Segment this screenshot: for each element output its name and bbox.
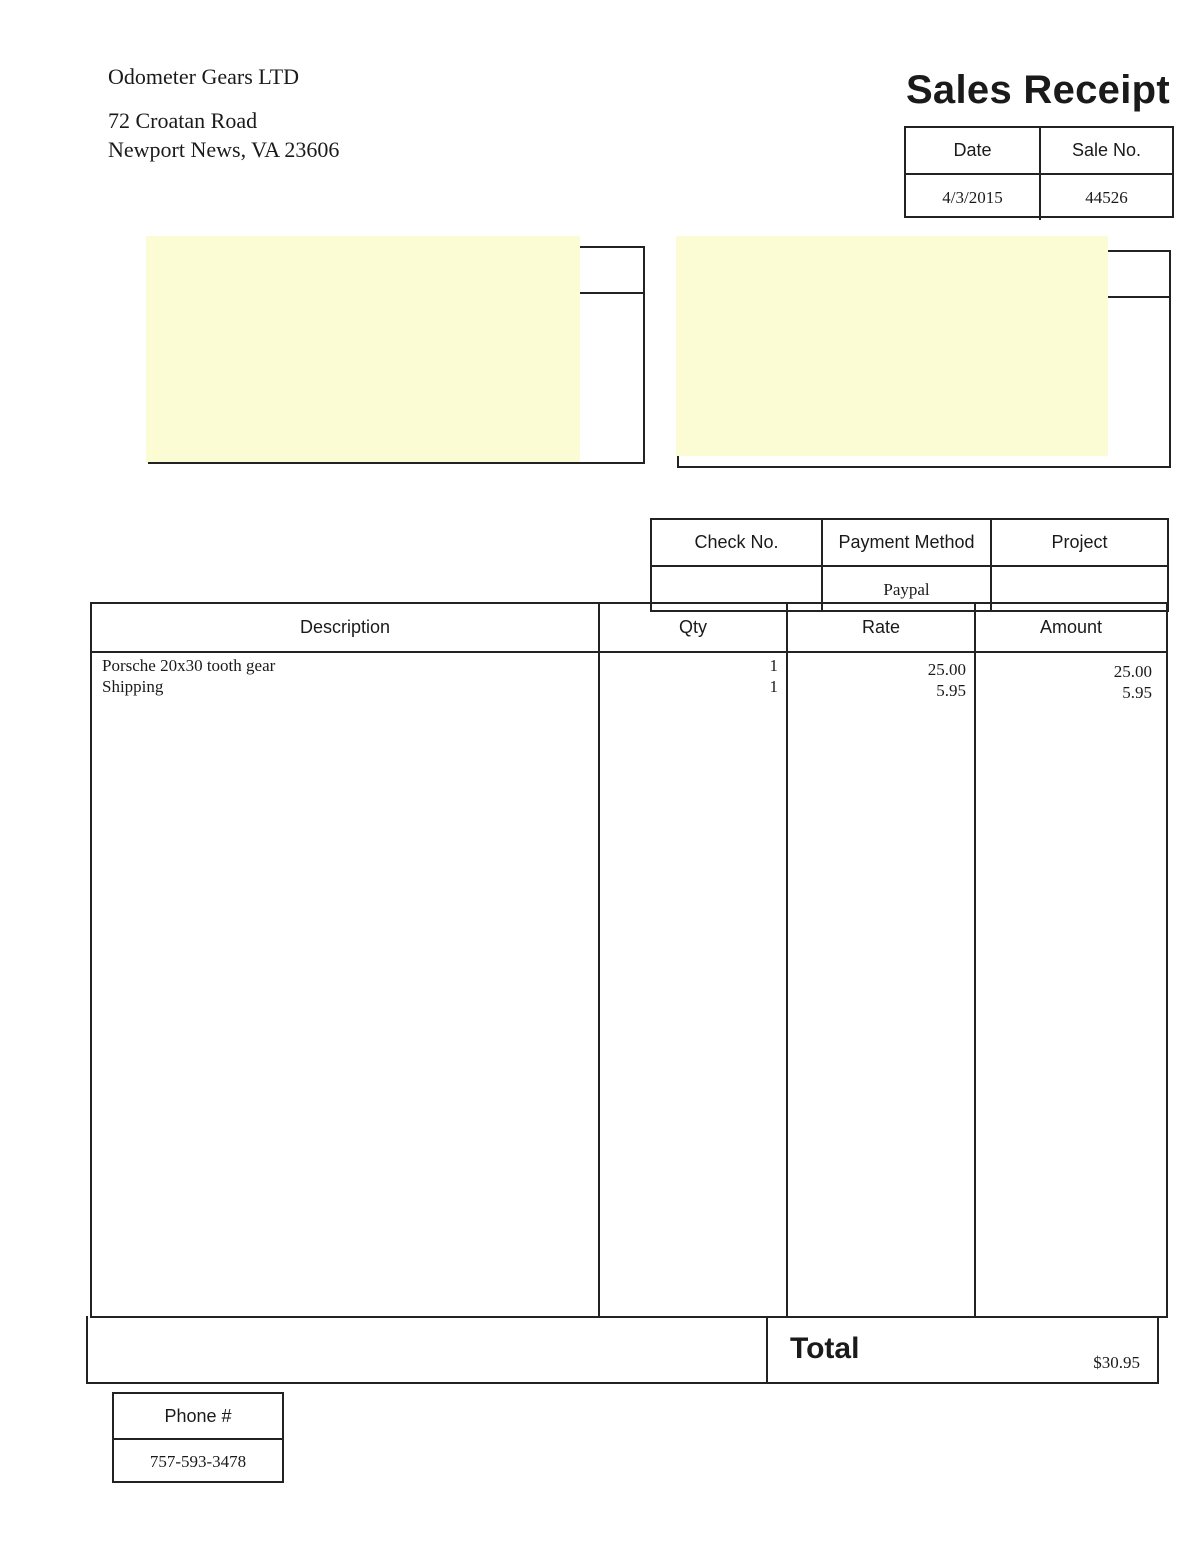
company-address-line1: 72 Croatan Road — [108, 108, 258, 133]
amount-header: Amount — [974, 604, 1166, 651]
qty-column — [598, 651, 786, 1316]
date-value: 4/3/2015 — [942, 187, 1003, 207]
description-column — [92, 651, 598, 1316]
sale-no-header: Sale No. — [1039, 128, 1172, 173]
description-header: Description — [299, 617, 391, 637]
payment-method-header: Payment Method — [821, 520, 990, 565]
total-value: $30.95 — [1093, 1353, 1140, 1372]
redaction-sticky-note-left — [146, 236, 580, 462]
company-name: Odometer Gears LTD — [108, 64, 300, 89]
table-cell-qty: 1 — [769, 677, 778, 696]
rate-column — [786, 651, 974, 1316]
phone-box — [112, 1392, 284, 1483]
check-no-header: Check No. — [694, 532, 779, 552]
project-header: Project — [990, 520, 1167, 565]
phone-value: 757-593-3478 — [149, 1452, 247, 1471]
table-cell-amount: 5.95 — [1122, 683, 1152, 702]
table-cell-rate: 25.00 — [927, 660, 966, 679]
line-items-table — [90, 602, 1168, 1318]
phone-header: Phone # — [164, 1405, 232, 1426]
totals-row — [86, 1316, 1159, 1384]
payment-info-box — [650, 518, 1169, 612]
company-info — [108, 62, 339, 164]
table-cell-amount: 25.00 — [1113, 662, 1152, 681]
table-header-row — [92, 604, 1166, 653]
document-title: Sales Receipt — [905, 68, 1170, 112]
total-label: Total — [790, 1332, 860, 1365]
table-body — [92, 651, 1166, 1316]
payment-method-value: Paypal — [821, 567, 990, 612]
table-cell-description: Porsche 20x30 tooth gear — [102, 656, 276, 675]
qty-header: Qty — [598, 604, 786, 651]
sale-no-value: 44526 — [1039, 175, 1172, 220]
redaction-sticky-note-right — [676, 236, 1108, 456]
table-cell-qty: 1 — [769, 656, 778, 675]
amount-column — [974, 651, 1166, 1316]
receipt-info-box — [904, 126, 1174, 218]
table-cell-description: Shipping — [102, 677, 164, 696]
date-header: Date — [953, 140, 992, 160]
rate-header: Rate — [786, 604, 974, 651]
company-address-line2: Newport News, VA 23606 — [108, 137, 340, 162]
table-cell-rate: 5.95 — [936, 681, 966, 700]
